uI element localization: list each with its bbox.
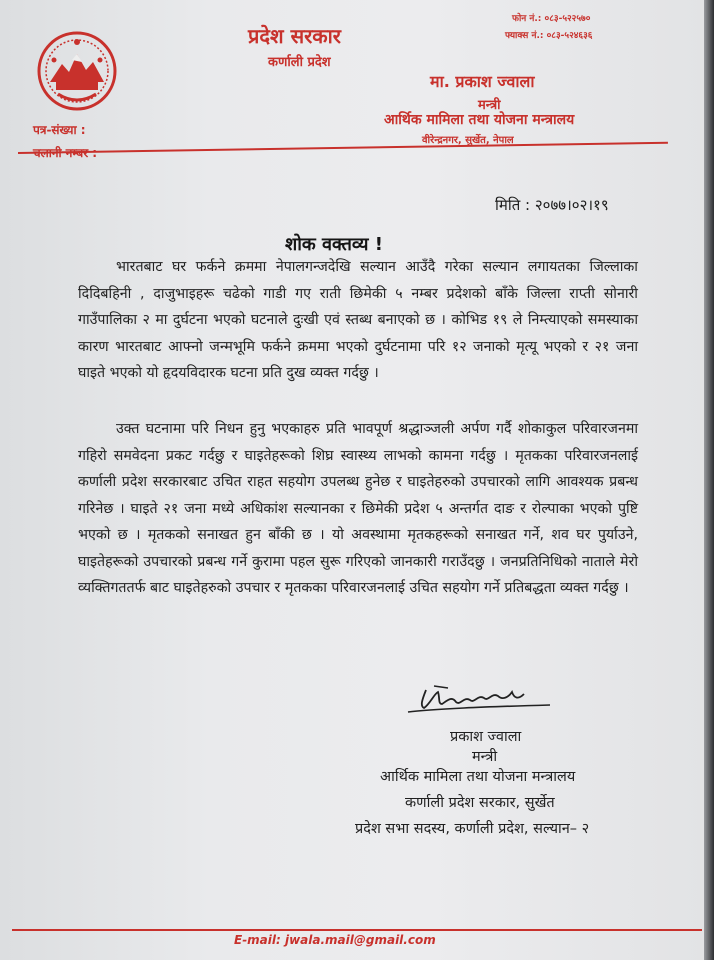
signatory-assembly: प्रदेश सभा सदस्य, कर्णाली प्रदेश, सल्यान– २ xyxy=(355,821,590,837)
body-paragraph-2: उक्त घटनामा परि निधन हुनु भएकाहरु प्रति भावपूर्ण श्रद्धाञ्जली अर्पण गर्दै शोकाकुल परिवारजनमा गहिरो समवेदना प्रकट गर्दछु र घाइतेहरूको शिघ्र स्वास्थ्य लाभको कामना गर्दछु । मृतकका परिवारजनलाई कर्णाली प्रदेश सरकारबाट उचित राहत सहयोग उपलब्ध हुनेछ र घाइतेहरुको उपचारको लागि आवश्यक प्रबन्ध गरिनेछ । घाइते २१ जना मध्ये अधिकांश सल्यानका र छिमेकी प्रदेश ५ अन्तर्गत दाङ र रोल्पाका भएको पुष्टि भएको छ । मृतकको सनाखत हुन बाँकी छ । यो अवस्थामा मृतकहरूको सनाखत गर्ने, शव घर पुर्याउने, घाइतेहरूको उपचारको प्रबन्ध गर्ने कुरामा पहल सुरू गरिएको जानकारी गराउँदछु । जनप्रतिनिधिको नाताले मेरो व्यक्तिगततर्फ बाट घाइतेहरुको उपचार र मृतकका परिवारजनलाई उचित सहयोग गर्ने प्रतिबद्धता व्यक्त गर्दछु । xyxy=(78,421,638,596)
signatory-name: प्रकाश ज्वाला xyxy=(450,729,522,745)
letterhead-phone: फोन नं.: ०८३-५२२५७० xyxy=(512,14,591,24)
body-paragraph-1: भारतबाट घर फर्कने क्रममा नेपालगन्जदेखि सल्यान आउँदै गरेका सल्यान लगायतका जिल्लाका दिदिबहिनी , दाजुभाइहरू चढेको गाडी गए राती छिमेकी ५ नम्बर प्रदेशको बाँके जिल्ला राप्ती सोनारी गाउँपालिका २ मा दुर्घटना भएको घटनाले दुःखी एवं स्तब्ध बनाएको छ । कोभिड १९ ले निम्त्याएको समस्याका कारण भारतबाट आफ्नो जन्मभूमि फर्कने क्रममा भएको दुर्घटनामा परि १२ जनाको मृत्यू भएको र २१ जना घाइते भएको यो हृदयविदारक घटना प्रति दुख व्यक्त गर्दछु । xyxy=(78,259,638,381)
minister-name: मा. प्रकाश ज्वाला xyxy=(430,72,535,91)
letterhead-subtitle: कर्णाली प्रदेश xyxy=(268,55,331,70)
letterhead-fax: फ्याक्स नं.: ०८३-५२४६३६ xyxy=(505,31,593,41)
ministry-name: आर्थिक मामिला तथा योजना मन्त्रालय xyxy=(384,112,575,128)
signatory-role: मन्त्री xyxy=(472,749,498,765)
footer-email: E-mail: jwala.mail@gmail.com xyxy=(234,933,436,947)
signatory-government: कर्णाली प्रदेश सरकार, सुर्खेत xyxy=(405,795,555,811)
letter-heading: शोक वक्तव्य ! xyxy=(285,234,383,255)
letterhead-divider xyxy=(18,142,668,154)
patra-sankhya-label: पत्र-संख्या : xyxy=(33,123,86,137)
letterhead-title: प्रदेश सरकार xyxy=(248,24,341,48)
nepal-emblem-icon xyxy=(36,30,118,112)
signatory-ministry: आर्थिक मामिला तथा योजना मन्त्रालय xyxy=(380,769,576,785)
chalani-number-label: चलानी नम्बर : xyxy=(33,146,98,160)
handwritten-signature xyxy=(404,682,554,720)
letter-date: मिति : २०७७।०२।१९ xyxy=(495,196,609,214)
page-edge-shadow xyxy=(704,0,714,960)
minister-role: मन्त्री xyxy=(478,98,501,113)
ministry-address: वीरेन्द्रनगर, सुर्खेत, नेपाल xyxy=(422,135,514,146)
footer-divider xyxy=(12,929,702,931)
